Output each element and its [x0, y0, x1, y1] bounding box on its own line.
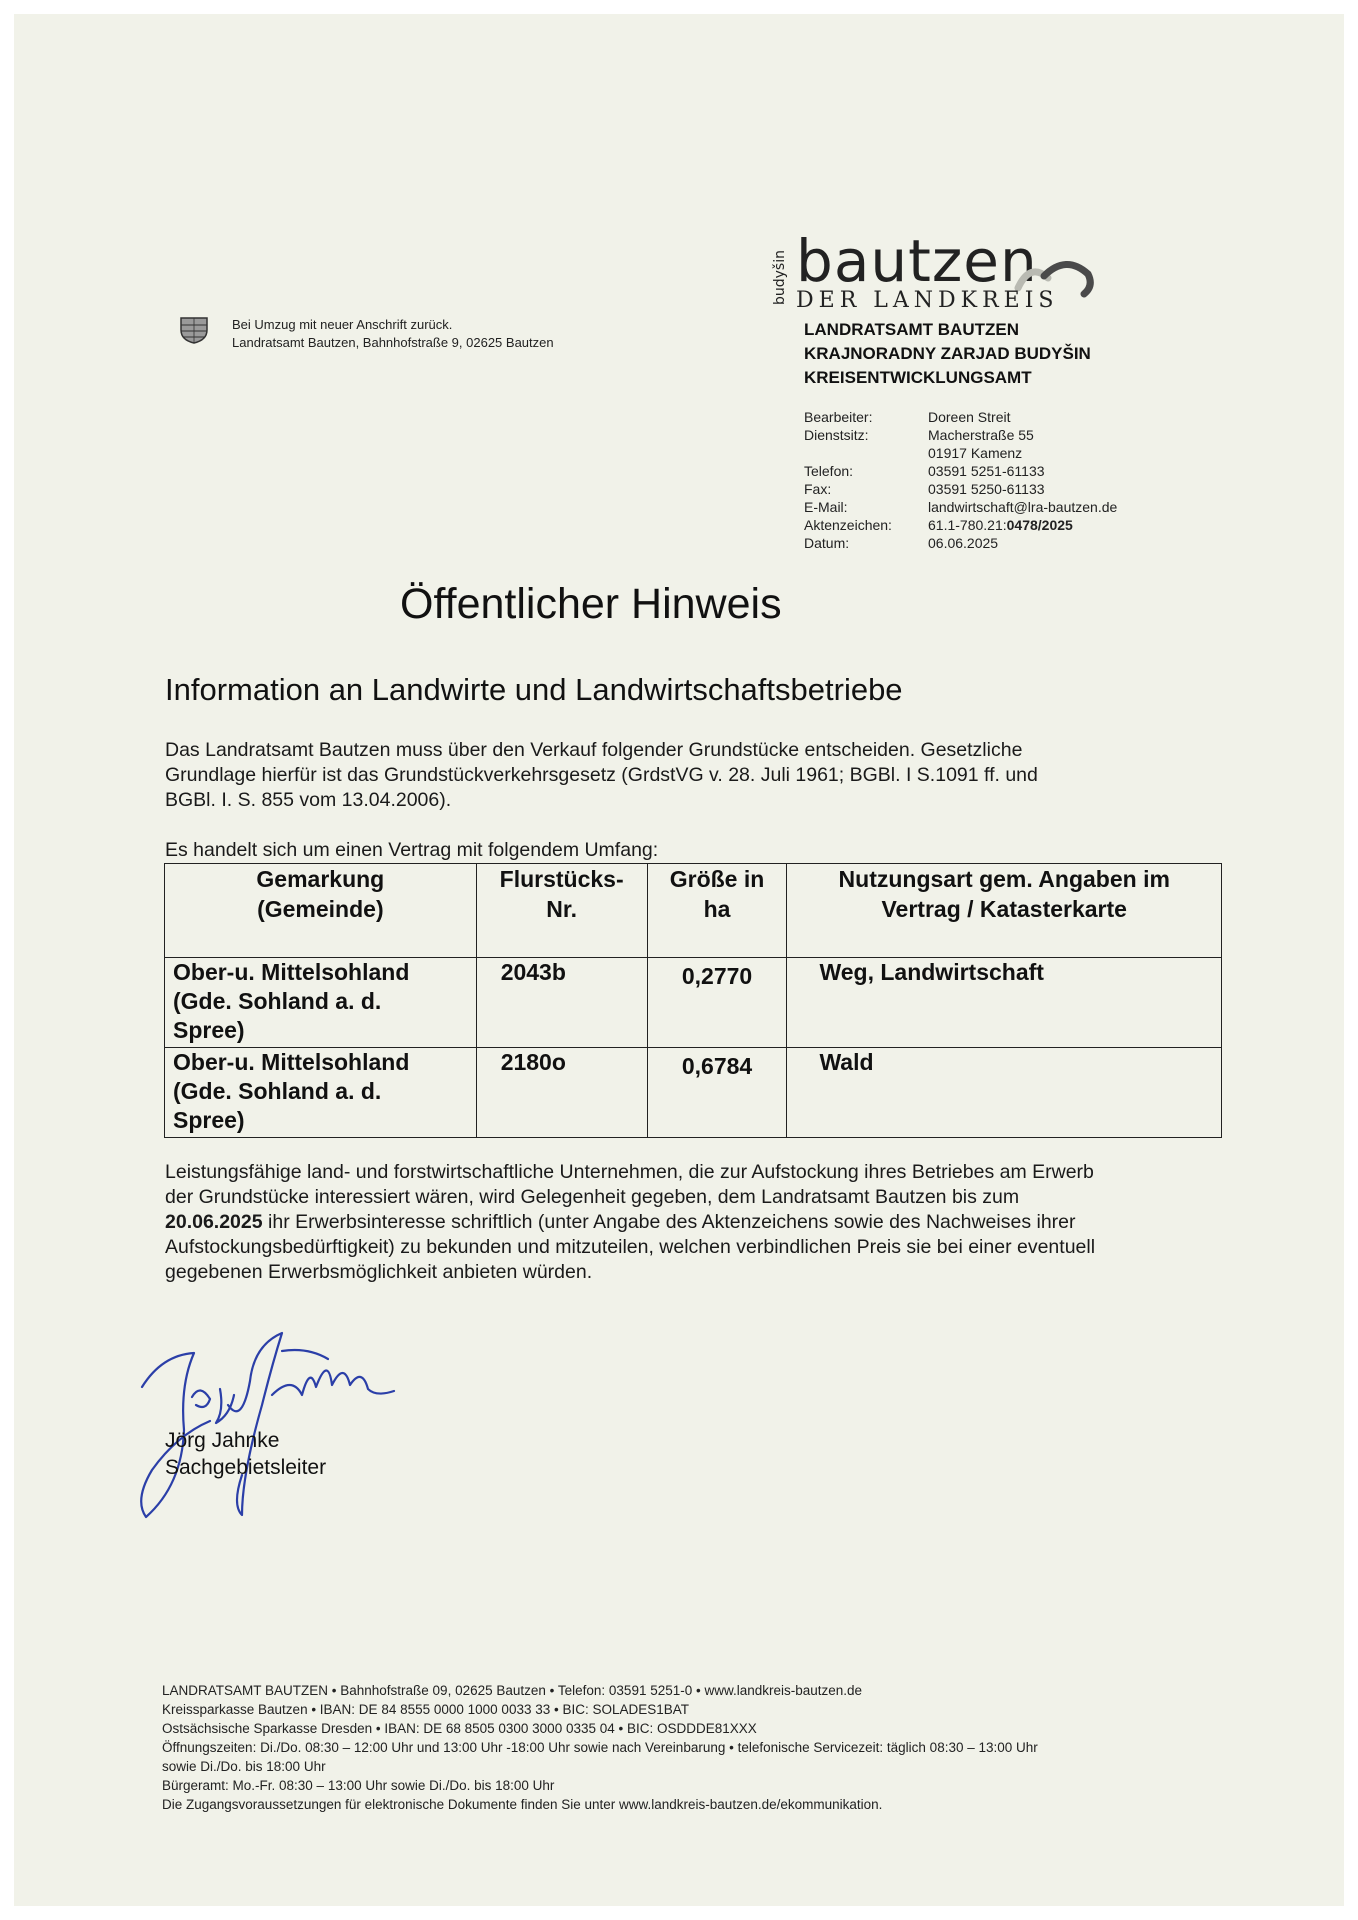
logo-wordmark: bautzen — [796, 227, 1038, 295]
aktenzeichen-value — [928, 516, 1073, 534]
cell-gemarkung: Ober-u. Mittelsohland (Gde. Sohland a. d. Spree) — [165, 958, 477, 1048]
footer-line: sowie Di./Do. bis 18:00 Uhr — [162, 1759, 326, 1774]
body-line: 20.06.2025 ihr Erwerbsinteresse schriftlich (unter Angabe des Aktenzeichens sowie des Nachweises ihrer — [165, 1211, 1076, 1233]
page-title: Öffentlicher Hinweis — [400, 580, 782, 628]
body-paragraph — [165, 1160, 1095, 1285]
dienstsitz-street: Macherstraße 55 — [928, 427, 1034, 443]
footer-line: Öffnungszeiten: Di./Do. 08:30 – 12:00 Uhr und 13:00 Uhr -18:00 Uhr sowie nach Vereinbarung • telefonische Servicezeit: täglich 08:30 – 13:00 Uhr — [162, 1740, 1038, 1755]
body-line: Leistungsfähige land- und forstwirtschaftliche Unternehmen, die zur Aufstockung ihres Betriebes am Erwerb — [165, 1161, 1094, 1183]
footer — [162, 1681, 1038, 1814]
signer-name: Jörg Jahnke — [165, 1429, 280, 1452]
signer-role: Sachgebietsleiter — [165, 1456, 327, 1479]
parcel-table — [164, 863, 1222, 1138]
header-gemarkung: Gemarkung (Gemeinde) — [165, 864, 477, 958]
deadline-date: 20.06.2025 — [165, 1211, 263, 1233]
intro-line: Das Landratsamt Bautzen muss über den Verkauf folgender Grundstücke entscheiden. Gesetzliche — [165, 739, 1023, 761]
intro-line: Grundlage hierfür ist das Grundstückverkehrsgesetz (GrdstVG v. 28. Juli 1961; BGBl. I S.1091 ff. und — [165, 764, 1038, 786]
aktenzeichen-prefix: 61.1-780.21: — [928, 517, 1007, 533]
table-row — [165, 958, 1222, 1048]
fax-value: 03591 5250-61133 — [928, 481, 1045, 497]
handwritten-signature — [132, 1325, 432, 1525]
contact-details — [804, 408, 1224, 558]
cell-groesse: 0,6784 — [647, 1048, 787, 1138]
return-address-line1: Bei Umzug mit neuer Anschrift zurück. — [232, 317, 453, 332]
body-line: gegebenen Erwerbsmöglichkeit anbieten würden. — [165, 1261, 593, 1283]
dienstsitz-city: 01917 Kamenz — [928, 445, 1023, 461]
header-nutzungsart: Nutzungsart gem. Angaben im Vertrag / Katasterkarte — [787, 864, 1222, 958]
intro-line: BGBl. I. S. 855 vom 13.04.2006). — [165, 789, 452, 811]
email-label: E-Mail: — [804, 499, 848, 515]
header-flurstueck: Flurstücks- Nr. — [476, 864, 647, 958]
table-header-row — [165, 864, 1222, 958]
logo-subtitle: DER LANDKREIS — [796, 288, 1059, 313]
office-name-line1: LANDRATSAMT BAUTZEN — [804, 320, 1019, 339]
intro-paragraph — [165, 738, 1038, 813]
table-intro: Es handelt sich um einen Vertrag mit folgendem Umfang: — [165, 839, 659, 861]
department-name: KREISENTWICKLUNGSAMT — [804, 368, 1032, 387]
cell-gemarkung: Ober-u. Mittelsohland (Gde. Sohland a. d. Spree) — [165, 1048, 477, 1138]
coat-of-arms-icon — [179, 316, 209, 344]
datum-label: Datum: — [804, 535, 850, 551]
cell-groesse: 0,2770 — [647, 958, 787, 1048]
telefon-label: Telefon: — [804, 463, 854, 479]
header-groesse: Größe in ha — [647, 864, 787, 958]
return-address-line2: Landratsamt Bautzen, Bahnhofstraße 9, 02625 Bautzen — [232, 335, 554, 350]
body-line: der Grundstücke interessiert wären, wird Gelegenheit gegeben, dem Landratsamt Bautzen bis zum — [165, 1186, 1020, 1208]
aktenzeichen-number: 0478/2025 — [1006, 517, 1073, 533]
footer-line: LANDRATSAMT BAUTZEN • Bahnhofstraße 09, 02625 Bautzen • Telefon: 03591 5251-0 • www.landkreis-bautzen.de — [162, 1683, 863, 1698]
table-row — [165, 1048, 1222, 1138]
telefon-value: 03591 5251-61133 — [928, 463, 1045, 479]
office-name-line2: KRAJNORADNY ZARJAD BUDYŠIN — [804, 344, 1091, 363]
page-subtitle: Information an Landwirte und Landwirtschaftsbetriebe — [165, 672, 903, 707]
cell-nutzungsart: Wald — [787, 1048, 1222, 1138]
cell-flurstueck: 2180o — [476, 1048, 647, 1138]
bearbeiter-value: Doreen Streit — [928, 409, 1011, 425]
aktenzeichen-label: Aktenzeichen: — [804, 517, 892, 533]
bearbeiter-label: Bearbeiter: — [804, 409, 873, 425]
fax-label: Fax: — [804, 481, 832, 497]
footer-line: Die Zugangsvoraussetzungen für elektronische Dokumente finden Sie unter www.landkreis-bautzen.de/ekommunikation. — [162, 1797, 883, 1812]
cell-flurstueck: 2043b — [476, 958, 647, 1048]
footer-line: Bürgeramt: Mo.-Fr. 08:30 – 13:00 Uhr sowie Di./Do. bis 18:00 Uhr — [162, 1778, 555, 1793]
cell-nutzungsart: Weg, Landwirtschaft — [787, 958, 1222, 1048]
footer-line: Ostsächsische Sparkasse Dresden • IBAN: DE 68 8505 0300 3000 0335 04 • BIC: OSDDDE81XXX — [162, 1721, 757, 1736]
dienstsitz-label: Dienstsitz: — [804, 427, 869, 443]
datum-value: 06.06.2025 — [928, 535, 999, 551]
body-line: Aufstockungsbedürftigkeit) zu bekunden und mitzuteilen, welchen verbindlichen Preis sie bei einer eventuell — [165, 1236, 1096, 1258]
email-value: landwirtschaft@lra-bautzen.de — [928, 499, 1118, 515]
footer-line: Kreissparkasse Bautzen • IBAN: DE 84 8555 0000 1000 0033 33 • BIC: SOLADES1BAT — [162, 1702, 690, 1717]
logo-vertical-text: budyšin — [772, 250, 788, 305]
